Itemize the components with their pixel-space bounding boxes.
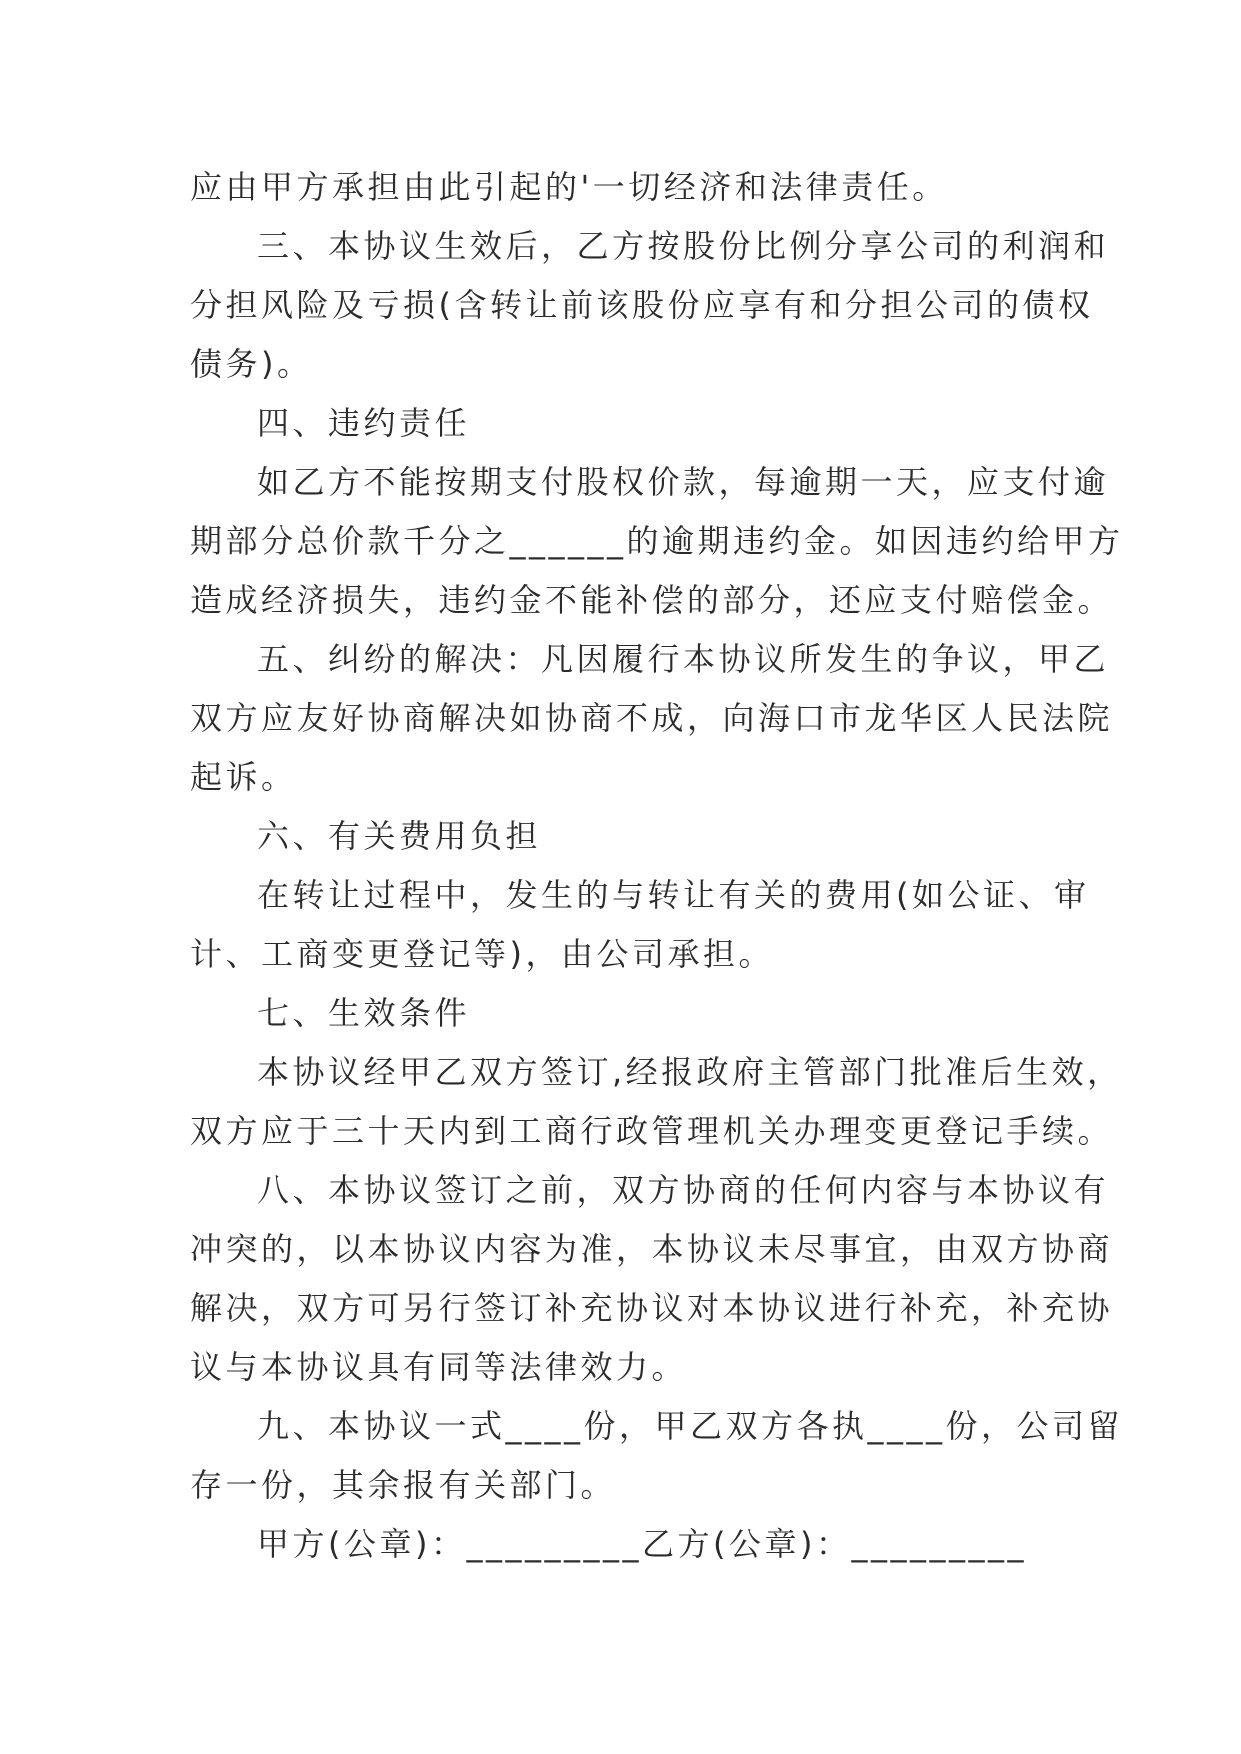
text-line: 起诉。 bbox=[190, 758, 297, 796]
clause-9-line: 九、本协议一式____份，甲乙双方各执____份，公司留 bbox=[257, 1407, 1124, 1445]
text-line: 在转让过程中，发生的与转让有关的费用(如公证、审 bbox=[257, 876, 1090, 914]
text-line: 双方应于三十天内到工商行政管理机关办理变更登记手续。 bbox=[190, 1112, 1114, 1150]
text-line: 双方应友好协商解决如协商不成，向海口市龙华区人民法院 bbox=[190, 699, 1114, 737]
text-line: 计、工商变更登记等)，由公司承担。 bbox=[190, 935, 774, 973]
clause-3-line: 三、本协议生效后，乙方按股份比例分享公司的利润和 bbox=[257, 227, 1110, 265]
text-line: 期部分总价款千分之______的逾期违约金。如因违约给甲方 bbox=[190, 522, 1124, 560]
text-line: 分担风险及亏损(含转让前该股份应享有和分担公司的债权 bbox=[190, 286, 1094, 324]
clause-7-heading: 七、生效条件 bbox=[257, 994, 471, 1032]
text-line: 议与本协议具有同等法律效力。 bbox=[190, 1348, 688, 1386]
text-line: 存一份，其余报有关部门。 bbox=[190, 1466, 617, 1504]
clause-6-heading: 六、有关费用负担 bbox=[257, 817, 542, 855]
text-line: 应由甲方承担由此引起的'一切经济和法律责任。 bbox=[190, 168, 948, 206]
clause-8-line: 八、本协议签订之前，双方协商的任何内容与本协议有 bbox=[257, 1171, 1110, 1209]
text-line: 冲突的，以本协议内容为准，本协议未尽事宜，由双方协商 bbox=[190, 1230, 1114, 1268]
text-line: 本协议经甲乙双方签订,经报政府主管部门批准后生效， bbox=[257, 1053, 1123, 1091]
document-body bbox=[190, 158, 1124, 1574]
text-line: 如乙方不能按期支付股权价款，每逾期一天，应支付逾 bbox=[257, 463, 1110, 501]
clause-4-heading: 四、违约责任 bbox=[257, 404, 471, 442]
text-line: 造成经济损失，违约金不能补偿的部分，还应支付赔偿金。 bbox=[190, 581, 1114, 619]
clause-5-line: 五、纠纷的解决：凡因履行本协议所发生的争议，甲乙 bbox=[257, 640, 1110, 678]
text-line: 债务)。 bbox=[190, 345, 313, 383]
signature-line: 甲方(公章)：_________乙方(公章)：_________ bbox=[257, 1525, 1027, 1563]
text-line: 解决，双方可另行签订补充协议对本协议进行补充，补充协 bbox=[190, 1289, 1114, 1327]
